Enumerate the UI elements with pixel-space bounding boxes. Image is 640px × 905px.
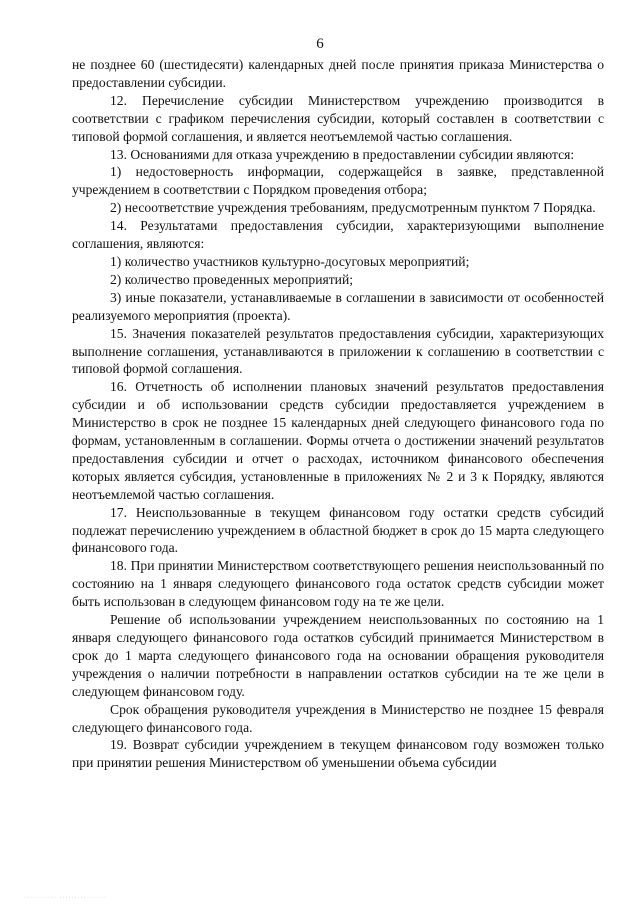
paragraph-item-18-decision: Решение об использовании учреждением неиспользованных по состоянию на 1 января следующего финансового года остатков субсидий принимается Министерством в срок до 1 марта следующего финансового года на основании обращения руководителя учреждения о наличии потребности в направлении остатков субсидии на те же цели в следующем финансовом году. <box>72 612 604 699</box>
paragraph-item-14: 14. Результатами предоставления субсидии, характеризующими выполнение соглашения, являются: <box>72 218 604 252</box>
paragraph-item-18-deadline: Срок обращения руководителя учреждения в Министерство не позднее 15 февраля следующего финансового года. <box>72 701 604 735</box>
paragraph-item-19: 19. Возврат субсидии учреждением в текущем финансовом году возможен только при принятии решения Министерством об уменьшении объема субсидии <box>72 737 604 771</box>
paragraph-item-13: 13. Основаниями для отказа учреждению в предоставлении субсидии являются: <box>110 146 575 162</box>
paragraph-item-14-3: 3) иные показатели, устанавливаемые в соглашении в зависимости от особенностей реализуемого мероприятия (проекта). <box>72 289 604 323</box>
paragraph-item-13-1: 1) недостоверность информации, содержащейся в заявке, представленной учреждением в соответствии с Порядком проведения отбора; <box>72 164 604 198</box>
page-number: 6 <box>316 36 324 52</box>
paragraph-item-14-1: 1) количество участников культурно-досуговых мероприятий; <box>110 253 470 269</box>
paragraph-item-16: 16. Отчетность об исполнении плановых значений результатов предоставления субсидии и об использовании средств субсидии предоставляется учреждением в Министерство в срок не позднее 15 календарных дней следующего финансового года по формам, установленным в соглашении. Формы отчета о достижении значений результатов предоставления субсидии и отчет о расходах, источником финансового обеспечения которых является субсидия, установленные в приложениях № 2 и 3 к Порядку, являются неотъемлемой частью соглашения. <box>72 379 604 502</box>
paragraph-item-13-2: 2) несоответствие учреждения требованиям, предусмотренным пунктом 7 Порядка. <box>110 200 596 216</box>
paragraph-item-14-2: 2) количество проведенных мероприятий; <box>110 271 354 287</box>
document-body <box>72 56 604 772</box>
paragraph-item-12: 12. Перечисление субсидии Министерством учреждению производится в соответствии с графиком перечисления субсидии, который составлен в соответствии с типовой формой соглашения, и является неотъемлемой частью соглашения. <box>72 92 604 144</box>
paragraph-item-18: 18. При принятии Министерством соответствующего решения неиспользованный по состоянию на 1 января следующего финансового года остаток средств субсидии может быть использован в следующем финансовом году на те же цели. <box>72 558 604 610</box>
scan-footer-marks: ··········· ········· ······ <box>24 895 107 901</box>
paragraph-item-15: 15. Значения показателей результатов предоставления субсидии, характеризующих выполнение соглашения, устанавливаются в приложении к соглашению в соответствии с типовой формой соглашения. <box>72 325 604 377</box>
paragraph-continuation: не позднее 60 (шестидесяти) календарных дней после принятия приказа Министерства о предоставлении субсидии. <box>72 57 604 90</box>
paragraph-item-17: 17. Неиспользованные в текущем финансовом году остатки средств субсидий подлежат перечислению учреждением в областной бюджет в срок до 15 марта следующего финансового года. <box>72 504 604 556</box>
